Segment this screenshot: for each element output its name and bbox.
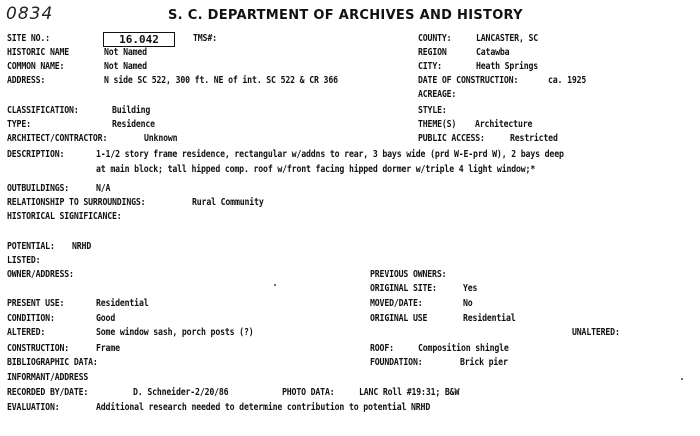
construction-value: Frame [96,343,120,354]
date-of-construction-label: DATE OF CONSTRUCTION: [418,75,519,86]
recorded-value: D. Schneider-2/20/86 [133,387,229,398]
original-site-value: Yes [463,283,478,294]
county-label: COUNTY: [418,33,452,44]
date-of-construction-value: ca. 1925 [548,75,587,86]
outbuildings-value: N/A [96,183,111,194]
scan-speck [274,284,276,286]
potential-label: POTENTIAL: [7,241,55,252]
foundation-value: Brick pier [460,357,508,368]
type-value: Residence [112,119,155,130]
potential-value: NRHD [72,241,92,252]
roof-label: ROOF: [370,343,394,354]
roof-value: Composition shingle [418,343,509,354]
foundation-label: FOUNDATION: [370,357,423,368]
tms-label: TMS#: [193,33,217,44]
condition-label: CONDITION: [7,313,55,324]
altered-label: ALTERED: [7,327,46,338]
present-use-label: PRESENT USE: [7,298,65,309]
unaltered-label: UNALTERED: [572,327,620,338]
address-value: N side SC 522, 300 ft. NE of int. SC 522 & CR 366 [104,75,338,86]
photo-data-value: LANC Roll #19:31; B&W [359,387,460,398]
city-label: CITY: [418,61,442,72]
outbuildings-label: OUTBUILDINGS: [7,183,70,194]
historical-significance-label: HISTORICAL SIGNIFICANCE: [7,211,122,222]
type-label: TYPE: [7,119,31,130]
original-use-value: Residential [463,313,516,324]
evaluation-value: Additional research needed to determine contribution to potential NRHD [96,402,431,413]
theme-value: Architecture [475,119,533,130]
common-name-value: Not Named [104,61,147,72]
altered-value: Some window sash, porch posts (?) [96,327,254,338]
owner-address-label: OWNER/ADDRESS: [7,269,74,280]
region-value: Catawba [476,47,510,58]
original-use-label: ORIGINAL USE [370,313,428,324]
classification-label: CLASSIFICATION: [7,105,79,116]
description-label: DESCRIPTION: [7,149,65,160]
scan-speck [681,378,683,380]
previous-owners-label: PREVIOUS OWNERS: [370,269,447,280]
handwritten-form-number: 0834 [6,4,54,24]
moved-date-value: No [463,298,473,309]
city-value: Heath Springs [476,61,539,72]
relationship-label: RELATIONSHIP TO SURROUNDINGS: [7,197,146,208]
photo-data-label: PHOTO DATA: [282,387,335,398]
evaluation-label: EVALUATION: [7,402,60,413]
construction-label: CONSTRUCTION: [7,343,70,354]
site-no-label: SITE NO.: [7,33,50,44]
present-use-value: Residential [96,298,149,309]
acreage-label: ACREAGE: [418,89,457,100]
bibliographic-data-label: BIBLIOGRAPHIC DATA: [7,357,98,368]
description-line-1: 1-1/2 story frame residence, rectangular w/addns to rear, 3 bays wide (prd W-E-prd W), 2 bays deep [96,149,564,160]
common-name-label: COMMON NAME: [7,61,65,72]
condition-value: Good [96,313,116,324]
public-access-label: PUBLIC ACCESS: [418,133,485,144]
informant-address-label: INFORMANT/ADDRESS [7,372,89,383]
historic-name-value: Not Named [104,47,147,58]
county-value: LANCASTER, SC [476,33,539,44]
description-line-2: at main block; tall hipped comp. roof w/front facing hipped dormer w/triple 4 light window;* [96,164,536,175]
theme-label: THEME(S) [418,119,457,130]
recorded-label: RECORDED BY/DATE: [7,387,89,398]
public-access-value: Restricted [510,133,558,144]
listed-label: LISTED: [7,255,41,266]
style-label: STYLE: [418,105,447,116]
site-no-value: 16.042 [103,32,175,47]
region-label: REGION [418,47,447,58]
historic-name-label: HISTORIC NAME [7,47,70,58]
address-label: ADDRESS: [7,75,46,86]
moved-date-label: MOVED/DATE: [370,298,423,309]
architect-label: ARCHITECT/CONTRACTOR: [7,133,108,144]
classification-value: Building [112,105,151,116]
architect-value: Unknown [144,133,178,144]
relationship-value: Rural Community [192,197,264,208]
original-site-label: ORIGINAL SITE: [370,283,437,294]
form-title: S. C. DEPARTMENT OF ARCHIVES AND HISTORY [168,8,523,23]
